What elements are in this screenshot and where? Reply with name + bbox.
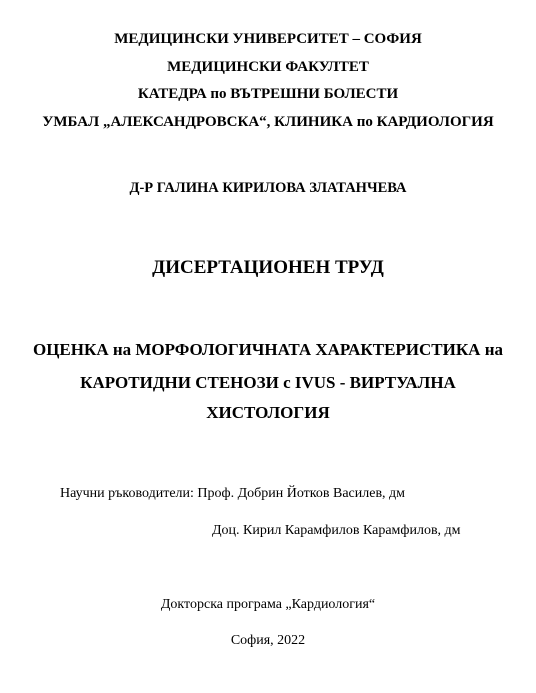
- author-name: Д-Р ГАЛИНА КИРИЛОВА ЗЛАТАНЧЕВА: [129, 180, 407, 196]
- doctoral-program: Докторска програма „Кардиология“: [160, 597, 376, 612]
- department-name: КАТЕДРА по ВЪТРЕШНИ БОЛЕСТИ: [137, 86, 399, 102]
- thesis-title-line-3: ХИСТОЛОГИЯ: [206, 403, 330, 422]
- place-and-year: София, 2022: [230, 633, 306, 648]
- clinic-name: УМБАЛ „АЛЕКСАНДРОВСКА“, КЛИНИКА по КАРДИОЛОГИЯ: [42, 114, 494, 130]
- supervisors-first: Научни ръководители: Проф. Добрин Йотков Василев, дм: [60, 486, 406, 501]
- document-type: ДИСЕРТАЦИОНЕН ТРУД: [152, 257, 384, 278]
- supervisors-second: Доц. Кирил Карамфилов Карамфилов, дм: [212, 523, 461, 538]
- university-name: МЕДИЦИНСКИ УНИВЕРСИТЕТ – СОФИЯ: [114, 31, 422, 47]
- thesis-title-line-1: ОЦЕНКА на МОРФОЛОГИЧНАТА ХАРАКТЕРИСТИКА на: [32, 340, 504, 359]
- faculty-name: МЕДИЦИНСКИ ФАКУЛТЕТ: [167, 59, 369, 75]
- thesis-title-line-2: КАРОТИДНИ СТЕНОЗИ с IVUS - ВИРТУАЛНА: [80, 373, 456, 392]
